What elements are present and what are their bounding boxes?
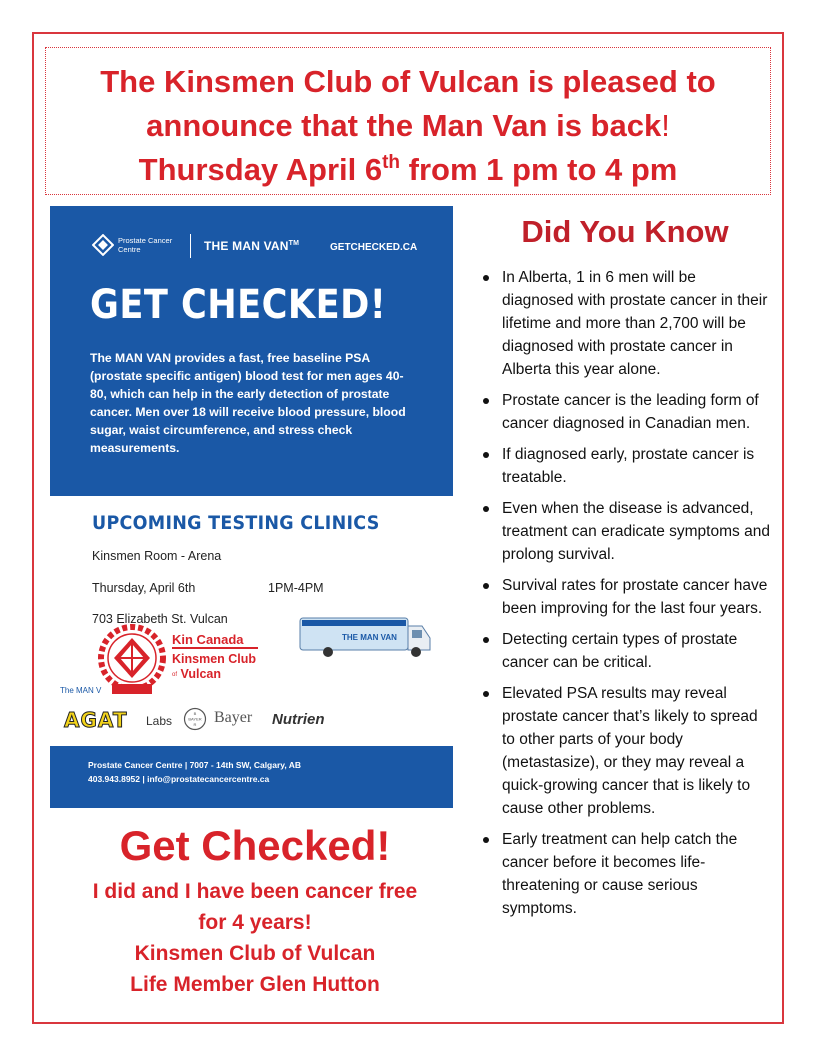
flyer-headline: GET CHECKED! [90,282,387,328]
testimonial-line-3: Kinsmen Club of Vulcan [134,942,376,965]
bullet-icon [483,583,489,589]
facts-list [480,266,770,928]
announcement-header [45,47,771,195]
of-text: of [172,672,178,678]
fact-item [480,574,770,620]
man-van-vehicle-icon [298,612,434,660]
flyer-footer-contact: 403.943.8952 | info@prostatecancercentre.ca [88,774,270,784]
man-van-brand-text: THE MAN VAN [204,239,289,253]
clinic-location: Kinsmen Room - Arena [92,549,222,563]
clinics-title: UPCOMING TESTING CLINICS [92,512,380,534]
svg-text:BAYER: BAYER [188,716,202,722]
bullet-icon [483,691,489,697]
did-you-know-title: Did You Know [521,214,729,249]
fact-item [480,497,770,566]
bullet-icon [483,637,489,643]
bullet-icon [483,275,489,281]
fact-text: Early treatment can help catch the cancer before it becomes life-threatening or cause serious symptoms. [502,831,738,917]
logo-divider [190,234,191,258]
fact-item [480,389,770,435]
header-line-2-text: announce that the Man Van is back [146,108,662,143]
fact-item [480,266,770,381]
bullet-icon [483,398,489,404]
fact-text: Prostate cancer is the leading form of cancer diagnosed in Canadian men. [502,392,759,432]
kinsmen-club-text: Kinsmen Club [172,652,257,666]
org-logo-text: Prostate Cancer Centre [118,236,173,254]
testimonial-line-2: for 4 years! [198,911,312,934]
header-line-3 [46,148,770,192]
prostate-cancer-centre-logo-icon [92,234,114,256]
fact-item [480,443,770,489]
fact-item [480,682,770,820]
get-checked-heading: Get Checked! [119,822,391,869]
flyer-clinics-panel [50,496,453,746]
bullet-icon [483,506,489,512]
fact-item [480,828,770,920]
agat-labs-text: Labs [146,714,173,728]
bullet-icon [483,837,489,843]
man-van-caption: The MAN V [60,686,102,695]
vulcan-line [172,667,256,683]
header-time: from 1 pm to 4 pm [400,152,678,187]
fact-text: Survival rates for prostate cancer have been improving for the last four years. [502,577,768,617]
man-van-flyer [50,206,453,808]
header-exclamation: ! [661,108,670,143]
testimonial-line-1: I did and I have been cancer free [92,880,418,903]
kin-canada-emblem-icon [98,624,166,698]
flyer-top-panel [50,206,453,496]
man-van-brand [204,239,299,253]
svg-text:THE MAN VAN: THE MAN VAN [342,633,397,642]
fact-text: Detecting certain types of prostate cancer can be critical. [502,631,738,671]
fact-text: Elevated PSA results may reveal prostate cancer that’s likely to spread to other parts of your body (metastasize), or they may reveal a quick-growing cancer that is likely to cause other problems. [502,685,758,817]
fact-text: Even when the disease is advanced, treatment can eradicate symptoms and prolong survival. [502,500,770,563]
fact-text: If diagnosed early, prostate cancer is treatable. [502,446,755,486]
vulcan-text: Vulcan [180,667,222,681]
svg-text:B: B [193,711,197,716]
clinic-address: 703 Elizabeth St. Vulcan [92,612,228,626]
agat-logo: AGAT [64,708,128,732]
kinsmen-club-name [172,652,256,683]
clinic-time: 1PM-4PM [268,581,324,595]
flyer-footer-address: Prostate Cancer Centre | 7007 - 14th SW, Calgary, AB [88,760,302,770]
header-date-suffix: th [382,152,401,173]
header-date: Thursday April 6 [138,152,383,187]
bayer-logo: Bayer [214,709,253,726]
svg-text:R: R [193,722,197,727]
testimonial-line-4: Life Member Glen Hutton [130,973,380,996]
fact-text: In Alberta, 1 in 6 men will be diagnosed with prostate cancer in their lifetime and more than 2,700 will be diagnosed with prostate cancer in Alberta this year alone. [502,269,768,378]
kin-underline [172,647,258,649]
flyer-footer [88,758,301,786]
clinic-date: Thursday, April 6th [92,581,196,595]
kin-canada-name: Kin Canada [172,632,244,647]
header-line-2 [46,104,770,148]
bullet-icon [483,452,489,458]
getchecked-url: GETCHECKED.CA [330,242,418,253]
header-line-1: The Kinsmen Club of Vulcan is pleased to [100,64,716,99]
trademark-mark: TM [288,240,300,247]
testimonial [50,876,460,1000]
bayer-cross-logo-icon [183,707,207,731]
fact-item [480,628,770,674]
nutrien-logo: Nutrien [272,711,325,728]
flyer-description: The MAN VAN provides a fast, free baseline PSA (prostate specific antigen) blood test for men ages 40-80, which can help in the early detection of prostate cancer. Men over 18 will receive blood pressure, blood sugar, waist circumference, and stress check measurements. [90,351,406,455]
